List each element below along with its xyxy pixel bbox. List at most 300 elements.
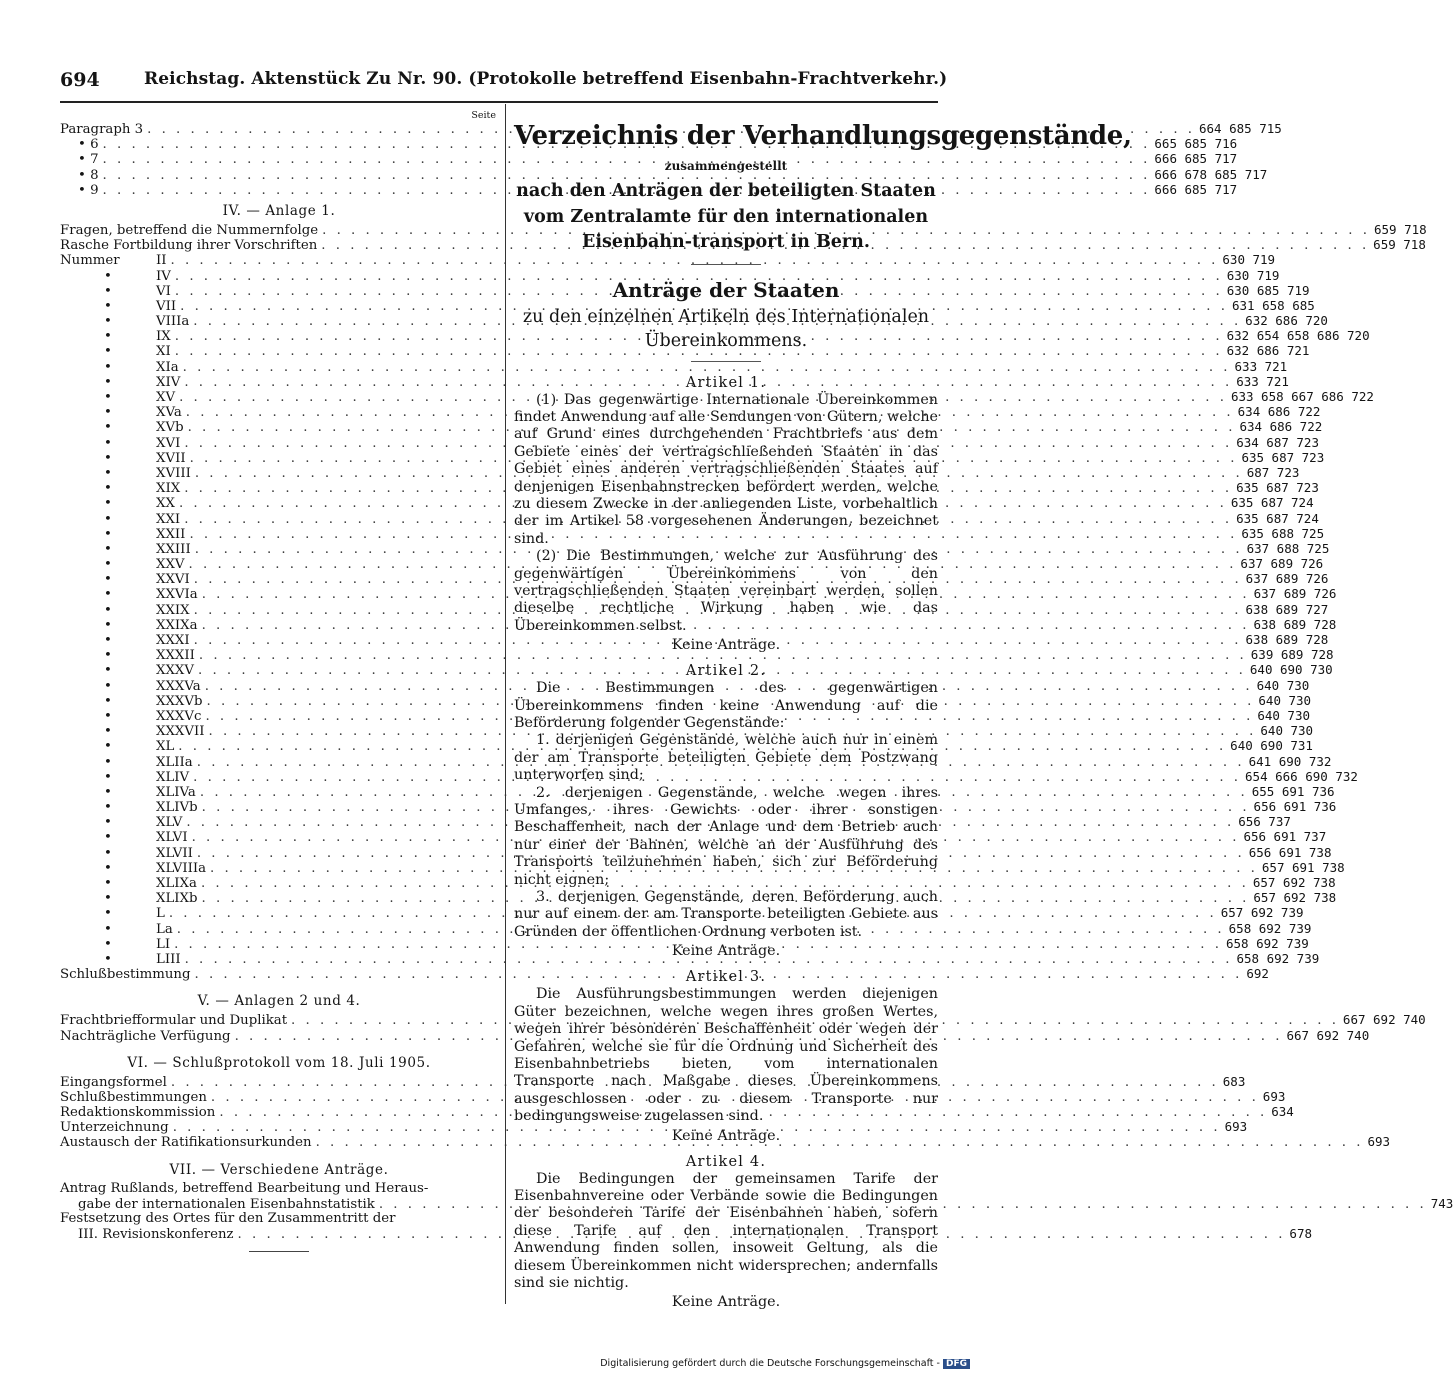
- entry-label: • 9: [78, 182, 99, 198]
- page-refs: 635 688 725: [1241, 525, 1325, 541]
- page-refs: 632 686 721: [1226, 343, 1310, 359]
- roman-numeral: IX: [156, 329, 171, 345]
- entry-label: • 8: [78, 167, 99, 183]
- article-paragraph: 2. derjenigen Gegenstände, welche wegen ihres Umfanges, ihres Gewichts oder ihrer sonstigen Beschaffenheit, nach der Anlage und dem Betrieb auch nur einer der Bahnen, welche an der Ausführung des Transports teilzunehmen haben, sich zur Beförderung nicht eignen;: [514, 784, 938, 888]
- nummer-row: [60, 404, 1321, 421]
- page-refs: 632 654 658 686 720: [1226, 328, 1370, 344]
- page-refs: 666 685 717: [1154, 181, 1238, 197]
- ditto-mark: •: [104, 815, 112, 831]
- seite-label: Seite: [471, 110, 496, 121]
- article-paragraph: (1) Das gegenwärtige Internationale Übereinkommen findet Anwendung auf alle Sendungen von Gütern, welche auf Grund eines durchgehenden Frachtbriefs aus dem Gebiete eines der vertragschließenden Staaten in das Gebiet eines anderen vertragschließenden Staates auf denjenigen Eisenbahnstrecken befördert werden, welche zu diesem Zwecke in der anliegenden Liste, vorbehaltlich der im Artikel 58 vorgesehenen Änderungen, bezeichnet sind.: [514, 391, 938, 547]
- page-refs: 659 718: [1373, 221, 1427, 237]
- page-refs: 693: [1367, 1134, 1391, 1150]
- ditto-mark: •: [104, 420, 112, 436]
- roman-numeral: XXVIa: [156, 587, 198, 603]
- entry-label: Austausch der Ratifikationsurkunden: [60, 1135, 312, 1151]
- nummer-label: [60, 557, 185, 572]
- ditto-mark: •: [104, 784, 112, 800]
- divider-rule: [691, 264, 761, 265]
- nummer-label: [60, 709, 201, 724]
- ditto-mark: •: [104, 876, 112, 891]
- page-refs: 638 689 728: [1253, 616, 1337, 632]
- ditto-mark: •: [104, 800, 112, 816]
- roman-numeral: XVb: [156, 420, 184, 436]
- ditto-mark: •: [104, 314, 112, 330]
- entry-label: Nachträgliche Verfügung: [60, 1028, 231, 1044]
- nummer-row: [60, 920, 1312, 937]
- index-row: [60, 181, 1238, 198]
- ditto-mark: •: [104, 329, 112, 345]
- nummer-row: [60, 313, 1328, 330]
- nummer-label: [60, 481, 180, 496]
- page-refs: 657 692 739: [1220, 905, 1304, 921]
- roman-numeral: XXVI: [156, 572, 190, 588]
- roman-numeral: XXXVb: [156, 693, 203, 709]
- roman-numeral: XLIXa: [156, 876, 197, 891]
- page-refs: 693: [1262, 1088, 1286, 1104]
- page-refs: 638 689 727: [1245, 601, 1329, 617]
- nummer-label: [60, 390, 175, 405]
- nummer-row: [60, 783, 1335, 800]
- article: [514, 662, 938, 960]
- nummer-label: [60, 542, 191, 557]
- ditto-mark: •: [104, 298, 112, 314]
- roman-numeral: XXXII: [156, 648, 195, 664]
- ditto-mark: •: [104, 860, 112, 876]
- ditto-mark: •: [104, 344, 112, 360]
- nummer-label: [60, 724, 205, 739]
- ditto-mark: •: [104, 587, 112, 603]
- page-refs: 678: [1289, 1226, 1312, 1242]
- page-refs: 640 730: [1256, 677, 1310, 693]
- nummer-label: [60, 861, 206, 876]
- index-row: [60, 237, 1426, 254]
- ditto-mark: •: [104, 526, 112, 542]
- page-header: [60, 63, 948, 103]
- nummer-row: [60, 449, 1325, 466]
- ditto-mark: •: [104, 663, 112, 679]
- article-paragraph: Die Bedingungen der gemeinsamen Tarife der Eisenbahnvereine oder Verbände sowie die Bedingungen der besonderen Tarife der Eisenbahnen haben, sofern diese Tarife auf den internationalen Transport Anwendung finden sollen, insoweit Geltung, als die diesem Übereinkommen nicht widersprechen; andernfalls sind sie nichtig.: [514, 1170, 938, 1291]
- nummer-label: [60, 618, 198, 633]
- nummer-row: [60, 799, 1337, 816]
- footer-text: Digitalisierung gefördert durch die Deutsche Forschungsgemeinschaft -: [600, 1358, 940, 1369]
- page-refs: 654 666 690 732: [1245, 768, 1358, 784]
- page-refs: 633 721: [1236, 373, 1289, 389]
- ditto-mark: •: [104, 268, 112, 284]
- nummer-label: [60, 329, 171, 344]
- nummer-label: [60, 451, 186, 466]
- article-title: Artikel 4.: [685, 1153, 767, 1170]
- nummer-label: [60, 633, 190, 648]
- roman-numeral: La: [156, 921, 173, 937]
- roman-numeral: VI: [156, 283, 171, 299]
- page-refs: 634 687 723: [1236, 434, 1319, 450]
- main-title: Verzeichnis der Verhandlungsgegenstände,: [514, 121, 1132, 151]
- roman-numeral: XXI: [156, 511, 181, 527]
- ditto-mark: •: [104, 708, 112, 724]
- nummer-row: [60, 616, 1337, 633]
- roman-numeral: XLIXb: [156, 891, 198, 907]
- nummer-label: [60, 663, 194, 678]
- nummer-row: [60, 692, 1312, 709]
- roman-numeral: XLV: [156, 815, 183, 831]
- nummer-row: [60, 890, 1337, 907]
- nummer-row: [60, 419, 1323, 436]
- roman-numeral: XXII: [156, 526, 186, 542]
- ditto-mark: •: [104, 405, 112, 421]
- ditto-mark: •: [104, 754, 112, 770]
- nummer-label: [60, 466, 191, 481]
- nummer-row: [60, 540, 1330, 557]
- nummer-row: [60, 601, 1329, 618]
- page-refs: 630 719: [1222, 252, 1276, 268]
- end-rule: [249, 1251, 309, 1252]
- nummer-label: [60, 922, 173, 937]
- page-refs: 657 691 738: [1261, 859, 1345, 875]
- ditto-mark: •: [104, 557, 112, 573]
- page-refs: 630 685 719: [1226, 282, 1310, 298]
- no-motions-note: Keine Anträge.: [671, 1294, 781, 1311]
- roman-numeral: II: [156, 253, 167, 269]
- entry-label: • 7: [78, 152, 99, 168]
- no-motions-note: Keine Anträge.: [671, 637, 781, 654]
- nummer-label: [60, 314, 189, 329]
- nummer-row: [60, 510, 1319, 527]
- nummer-label: [60, 405, 182, 420]
- section-title-vi: VI. — Schlußprotokoll vom 18. Juli 1905.: [127, 1054, 431, 1071]
- roman-numeral: XLIV: [156, 769, 190, 785]
- roman-numeral: XLIVb: [156, 800, 198, 816]
- page-refs: 693: [1224, 1119, 1248, 1135]
- entry-label: Unterzeichnung: [60, 1120, 169, 1136]
- nummer-row: [60, 556, 1324, 573]
- section-iv-list: [60, 221, 1427, 254]
- nummer-row: [60, 328, 1370, 345]
- page-refs: 640 730: [1257, 707, 1311, 723]
- ditto-mark: •: [104, 359, 112, 375]
- nummer-row: [60, 525, 1325, 542]
- nummer-label: [60, 420, 184, 435]
- roman-numeral: XLVII: [156, 845, 193, 861]
- roman-numeral: XVa: [156, 405, 182, 421]
- page-refs: 743: [1430, 1195, 1453, 1211]
- ditto-mark: •: [104, 617, 112, 633]
- nummer-label: [60, 572, 190, 587]
- entry-label: Redaktionskommission: [60, 1105, 216, 1121]
- article-paragraph: Die Bestimmungen des gegenwärtigen Übereinkommens finden keine Anwendung auf die Beförderung folgender Gegenstände:: [514, 680, 938, 731]
- nummer-word: Nummer: [60, 253, 120, 269]
- nummer-label: [60, 770, 189, 785]
- ditto-mark: •: [104, 390, 112, 405]
- ditto-mark: •: [104, 769, 112, 785]
- index-row: [60, 1012, 1426, 1029]
- section-subheading: zu den einzelnen Artikeln des Internationalen Übereinkommens.: [522, 306, 930, 351]
- nummer-label: [60, 496, 175, 511]
- page-refs: 635 687 724: [1230, 495, 1314, 511]
- nummer-row: [60, 905, 1304, 922]
- page-refs: 635 687 723: [1241, 449, 1325, 465]
- page-refs: 659 718: [1373, 237, 1426, 253]
- nummer-row: [60, 389, 1374, 405]
- ditto-mark: •: [104, 511, 112, 527]
- nummer-label: [60, 648, 195, 663]
- roman-numeral: XLVIIIa: [156, 860, 207, 876]
- nummer-label: [60, 512, 180, 527]
- dfg-logo: DFG: [943, 1359, 970, 1369]
- nummer-label: [60, 253, 167, 268]
- entry-label: • 6: [78, 137, 99, 153]
- roman-numeral: VII: [156, 298, 177, 314]
- nummer-row: [60, 707, 1311, 724]
- ditto-mark: •: [104, 739, 112, 755]
- ditto-mark: •: [104, 435, 112, 451]
- ditto-mark: •: [104, 602, 112, 618]
- nummer-label: [60, 375, 180, 390]
- entry-label: Rasche Fortbildung ihrer Vorschriften: [60, 238, 318, 254]
- entry-label: Eingangsformel: [60, 1074, 167, 1090]
- ditto-mark: •: [104, 450, 112, 466]
- roman-numeral: XV: [156, 390, 176, 405]
- entry-label: Fragen, betreffend die Nummernfolge: [60, 222, 319, 238]
- page-refs: 633 721: [1234, 358, 1288, 374]
- page-refs: 638 689 728: [1245, 632, 1329, 647]
- page-refs: 640 690 730: [1249, 662, 1333, 678]
- running-title: Reichstag. Aktenstück Zu Nr. 90. (Protokolle betreffend Eisenbahn-Frachtverkehr.): [144, 69, 948, 89]
- roman-numeral: XXIX: [156, 602, 190, 618]
- roman-numeral: LI: [156, 936, 171, 952]
- nummer-label: [60, 527, 185, 542]
- nummer-row: [60, 434, 1319, 451]
- page-refs: 687 723: [1246, 464, 1300, 480]
- index-row: [60, 221, 1427, 238]
- ditto-mark: •: [104, 648, 112, 664]
- nummer-row: [60, 875, 1336, 891]
- nummer-label: [60, 284, 171, 299]
- entry-label: Schlußbestimmungen: [60, 1089, 207, 1105]
- nummer-label: [60, 755, 193, 770]
- page-refs: 634 686 722: [1237, 404, 1321, 420]
- page-refs: 640 690 731: [1230, 738, 1313, 754]
- roman-numeral: XXXI: [156, 633, 190, 648]
- roman-numeral: XVIII: [156, 465, 191, 481]
- page-refs: 656 691 738: [1248, 844, 1332, 860]
- divider-rule: [691, 361, 761, 362]
- roman-numeral: LIII: [156, 951, 181, 967]
- ditto-mark: •: [104, 496, 112, 512]
- nummer-row: [60, 647, 1334, 664]
- page-refs: 692: [1246, 966, 1269, 982]
- roman-numeral: XVI: [156, 435, 181, 451]
- nummer-label: [60, 846, 193, 861]
- index-row: [60, 1211, 498, 1226]
- page-number: 694: [60, 69, 100, 91]
- ditto-mark: •: [104, 481, 112, 497]
- nummer-row: [60, 768, 1358, 785]
- roman-numeral: XXIII: [156, 541, 191, 557]
- nummer-row: [60, 571, 1329, 588]
- page-refs: 656 691 737: [1243, 829, 1327, 845]
- nummer-label: [60, 679, 201, 694]
- page-refs: 634: [1271, 1104, 1294, 1120]
- roman-numeral: XLVI: [156, 830, 188, 846]
- page-refs: 658 692 739: [1236, 950, 1320, 966]
- entry-label: Antrag Rußlands, betreffend Bearbeitung und Heraus-: [60, 1180, 429, 1196]
- article-paragraph: 1. derjenigen Gegenstände, welche auch nur in einem der am Transporte beteiligten Gebiete dem Postzwang unterworfen sind;: [514, 732, 938, 784]
- roman-numeral: VIIIa: [156, 314, 190, 330]
- ditto-mark: •: [104, 374, 112, 390]
- nummer-row: [60, 343, 1310, 360]
- nummer-label: [60, 906, 165, 921]
- ditto-mark: •: [104, 724, 112, 740]
- page-refs: 640 730: [1258, 692, 1312, 708]
- roman-numeral: XX: [156, 496, 175, 512]
- roman-numeral: XLIIa: [156, 754, 193, 770]
- nummer-label: [60, 952, 181, 967]
- page-refs: 667 692 740: [1342, 1012, 1426, 1028]
- no-motions-note: Keine Anträge.: [671, 943, 781, 960]
- roman-numeral: IV: [156, 268, 171, 284]
- nummer-row: [60, 677, 1310, 694]
- index-row: [60, 1195, 1453, 1212]
- roman-numeral: XXV: [156, 557, 185, 573]
- section-title-iv: IV. — Anlage 1.: [222, 202, 336, 219]
- nummer-row: [60, 723, 1314, 740]
- nummer-row: [60, 252, 1276, 269]
- roman-numeral: XL: [156, 739, 175, 755]
- nummer-label: [60, 344, 171, 359]
- nummer-label: [60, 830, 188, 845]
- nummer-label: [60, 587, 198, 602]
- roman-numeral: XLIVa: [156, 784, 196, 800]
- section-v-list: [60, 1012, 1426, 1044]
- lead-text: nach den Anträgen der beteiligten Staaten vom Zentralamte für den internationalen Eisenbahn-transport in Bern.: [516, 181, 936, 252]
- nummer-label: [60, 891, 198, 906]
- page-refs: 639 689 728: [1250, 647, 1334, 663]
- ditto-mark: •: [104, 951, 112, 967]
- nummer-row: [60, 814, 1291, 831]
- nummer-label: [60, 269, 171, 284]
- ditto-mark: •: [104, 891, 112, 907]
- article-paragraph: 3. derjenigen Gegenstände, deren Beförderung auch nur auf einem der am Transporte beteiligten Gebiete aus Gründen der öffentlichen Ordnung verboten ist.: [514, 889, 938, 940]
- nummer-label: [60, 815, 182, 830]
- roman-numeral: XXXV: [156, 663, 195, 679]
- roman-numeral: XXXVc: [156, 708, 202, 724]
- article-title: Artikel 2.: [685, 663, 767, 680]
- nummer-label: [60, 876, 197, 891]
- subtitle: zusammengestellt: [664, 159, 788, 173]
- index-row: [60, 1073, 1246, 1090]
- page-refs: 658 692 739: [1228, 920, 1312, 936]
- article-title: Artikel 1.: [685, 374, 767, 391]
- article: [514, 1153, 938, 1312]
- article: [514, 374, 938, 655]
- page-refs: 666 678 685 717: [1154, 166, 1268, 182]
- no-motions-note: Keine Anträge.: [671, 1127, 781, 1144]
- page-refs: 655 691 736: [1251, 783, 1335, 799]
- entry-label: Frachtbriefformular und Duplikat: [60, 1013, 288, 1029]
- nummer-label: [60, 800, 198, 815]
- nummer-label: [60, 603, 190, 618]
- ditto-mark: •: [104, 541, 112, 557]
- ditto-mark: •: [104, 845, 112, 861]
- article: [514, 968, 938, 1144]
- index-row: [60, 1088, 1286, 1105]
- nummer-row: [60, 358, 1288, 375]
- page-refs: 634 686 722: [1239, 419, 1323, 435]
- nummer-label: [60, 299, 176, 314]
- nummer-row: [60, 753, 1332, 770]
- nummer-row: [60, 859, 1345, 876]
- article-title: Artikel 3.: [685, 969, 767, 986]
- roman-numeral: XIX: [156, 481, 181, 497]
- nummer-label: [60, 937, 170, 952]
- nummer-label: [60, 785, 196, 800]
- page-refs: 641 690 732: [1248, 753, 1332, 769]
- roman-numeral: L: [156, 906, 165, 922]
- roman-numeral: XVII: [156, 450, 186, 466]
- page-refs: 631 658 685: [1231, 297, 1315, 313]
- entry-label: gabe der internationalen Eisenbahnstatistik: [78, 1196, 375, 1212]
- ditto-mark: •: [104, 572, 112, 588]
- page-refs: 640 730: [1260, 723, 1314, 739]
- section-title-vii: VII. — Verschiedene Anträge.: [169, 1161, 389, 1178]
- entry-label: III. Revisionskonferenz: [78, 1227, 234, 1243]
- nummer-row: [60, 297, 1315, 314]
- footer-credit: [600, 1358, 970, 1369]
- article-paragraph: Die Ausführungsbestimmungen werden diejenigen Güter bezeichnen, welche wegen ihres großen Wertes, wegen ihrer besonderen Beschaffenheit oder wegen der Gefahren, welche sie für die Ordnung und Sicherheit des Eisenbahnbetriebs bieten, vom internationalen Transporte nach Maßgabe dieses Übereinkommens ausgeschlossen oder zu diesem Transporte nur bedingungsweise zugelassen sind.: [514, 986, 938, 1125]
- ditto-mark: •: [104, 465, 112, 481]
- entry-label: Schlußbestimmung: [60, 967, 191, 983]
- page-refs: 637 688 725: [1246, 540, 1330, 556]
- nummer-row: [60, 495, 1314, 512]
- roman-numeral: XI: [156, 344, 171, 360]
- page-refs: 632 686 720: [1245, 313, 1328, 329]
- page-refs: 664 685 715: [1199, 121, 1282, 136]
- page-refs: 635 687 723: [1236, 480, 1319, 496]
- page-refs: 656 737: [1238, 814, 1291, 830]
- page-refs: 657 692 738: [1252, 875, 1336, 890]
- nummer-label: [60, 739, 174, 754]
- nummer-row: [60, 464, 1300, 481]
- page-refs: 633 658 667 686 722: [1230, 389, 1374, 404]
- section-heading: Anträge der Staaten: [612, 277, 840, 302]
- ditto-mark: •: [104, 693, 112, 709]
- roman-numeral: XXXVII: [156, 724, 205, 740]
- page-refs: 665 685 716: [1154, 136, 1238, 152]
- page-refs: 657 692 738: [1253, 890, 1337, 906]
- page-refs: 683: [1222, 1073, 1246, 1089]
- nummer-row: [60, 480, 1319, 497]
- page-refs: 635 687 724: [1236, 510, 1319, 526]
- nummer-row: [60, 738, 1313, 755]
- nummer-label: [60, 360, 179, 375]
- page-refs: 667 692 740: [1286, 1027, 1370, 1043]
- article-list: [514, 374, 938, 1312]
- index-row: [60, 1226, 1312, 1243]
- nummer-row: [60, 267, 1280, 284]
- page-refs: 637 689 726: [1240, 556, 1324, 572]
- page-refs: 656 691 736: [1253, 799, 1337, 815]
- page-refs: 666 685 717: [1154, 151, 1238, 167]
- roman-numeral: XIa: [156, 359, 179, 375]
- nummer-row: [60, 844, 1332, 861]
- page-refs: 630 719: [1226, 267, 1280, 283]
- ditto-mark: •: [104, 633, 112, 648]
- roman-numeral: XXIXa: [156, 617, 198, 633]
- text-column: [514, 118, 1132, 1311]
- ditto-mark: •: [104, 283, 112, 299]
- ditto-mark: •: [104, 678, 112, 694]
